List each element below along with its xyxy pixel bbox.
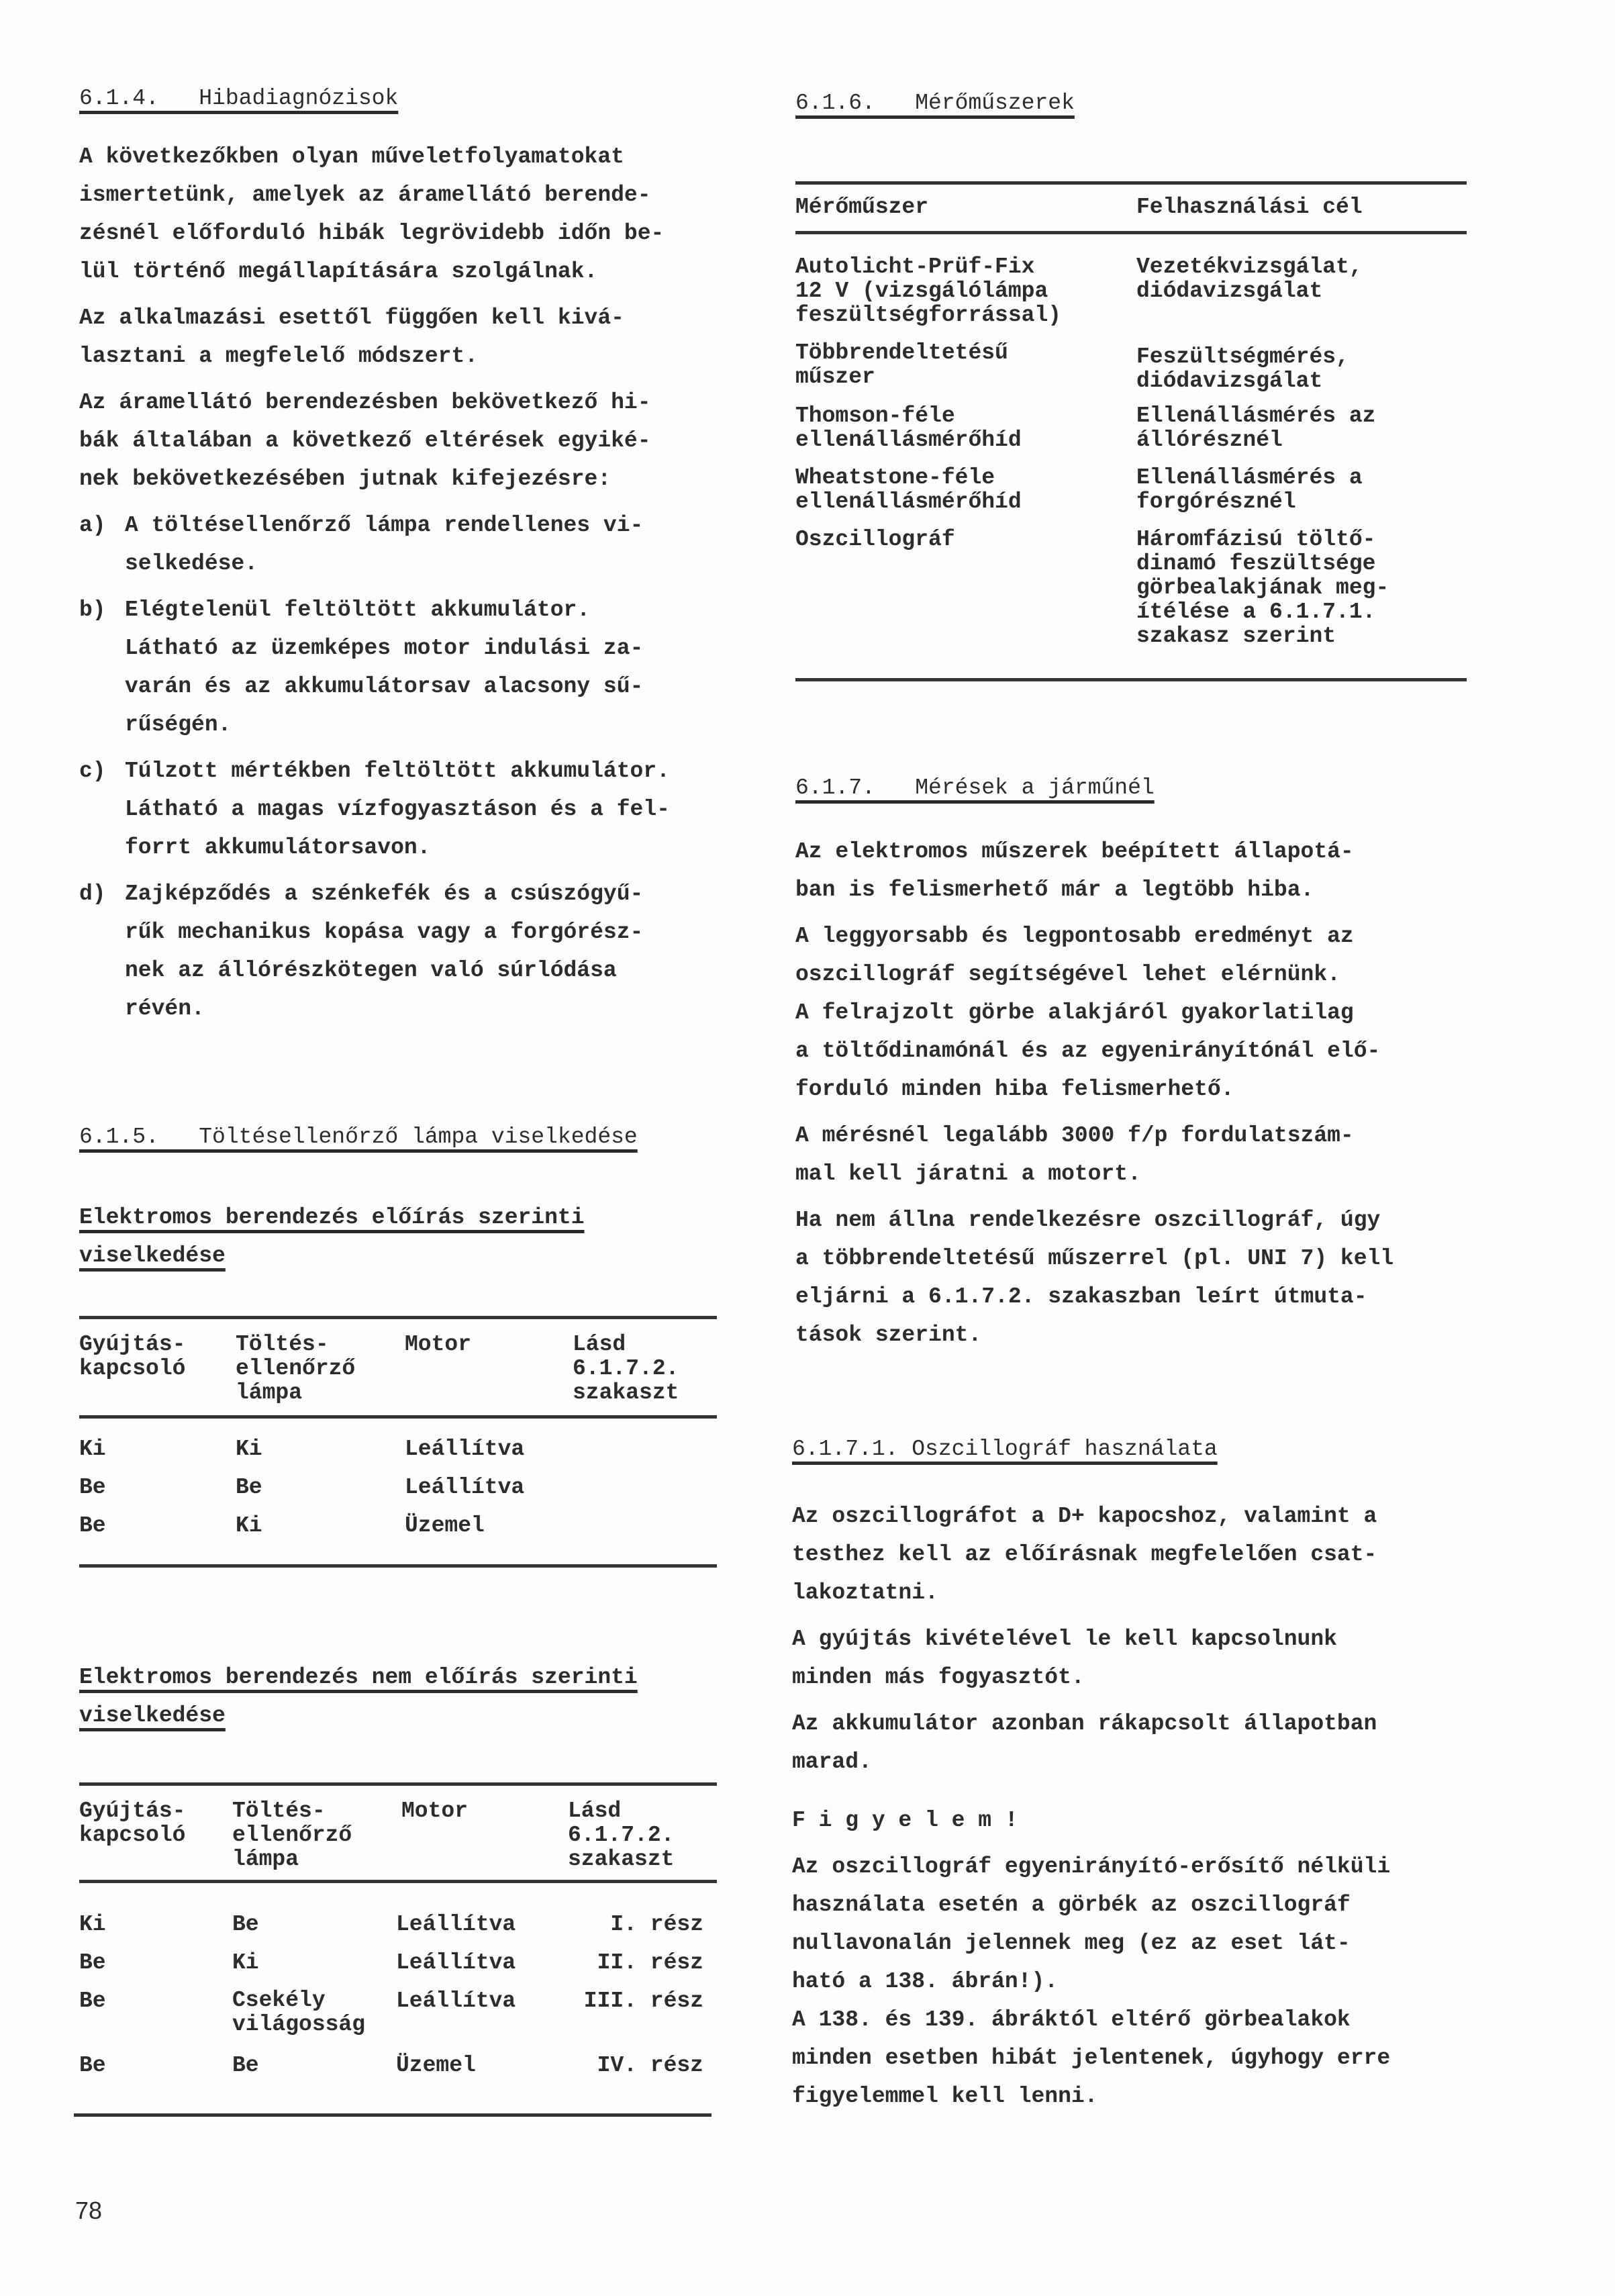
text-line: oszcillográf segítségével lehet elérnünk.	[795, 962, 1340, 987]
text-line: a töltődinamónál és az egyenirányítónál elő-	[795, 1039, 1381, 1063]
text-line: Elektromos berendezés nem előírás szerinti	[79, 1665, 638, 1690]
cell: Csekély világosság	[232, 1988, 366, 2037]
table-rule	[79, 1316, 717, 1319]
text-line: Ha nem állna rendelkezésre oszcillográf, úgy	[795, 1208, 1381, 1233]
instrument-cell: Többrendeltetésű műszer	[795, 340, 1008, 389]
cell: Ki	[236, 1513, 262, 1538]
cell: Be	[236, 1475, 262, 1500]
cell: Be	[79, 1475, 106, 1500]
cell: Ki	[79, 1437, 106, 1462]
cell: Leállítva	[405, 1437, 525, 1462]
paragraph	[79, 138, 724, 291]
table-row	[79, 1989, 717, 2053]
text-line: ismertetünk, amelyek az áramellátó berende-	[79, 183, 651, 207]
table-rule	[79, 1782, 717, 1786]
instrument-cell: Autolicht-Prüf-Fix 12 V (vizsgálólámpa feszültségforrással)	[795, 254, 1062, 328]
text-line: ban is felismerhető már a legtöbb hiba.	[795, 877, 1314, 902]
table-rule	[79, 1564, 717, 1568]
text-line: A következőkben olyan műveletfolyamatokat	[79, 144, 624, 169]
cell: I. rész	[610, 1912, 703, 1937]
paragraph	[795, 1116, 1473, 1193]
instrument-cell: Wheatstone-féle ellenállásmérőhíd	[795, 465, 1022, 514]
table-row	[79, 1513, 717, 1551]
text-line: forduló minden hiba felismerhető.	[795, 1077, 1234, 1102]
text-line: nullavonalán jelennek meg (ez az eset lát-	[792, 1931, 1351, 1956]
text-line: marad.	[792, 1750, 872, 1774]
column-header: Gyújtás- kapcsoló	[79, 1799, 186, 1848]
section-6-1-4-body	[79, 138, 724, 1028]
cell: II. rész	[597, 1950, 703, 1975]
table-rule	[79, 1880, 717, 1883]
heading-6-1-6: 6.1.6. Mérőműszerek	[795, 91, 1075, 115]
text-line: Elégtelenül feltöltött akkumulátor.	[125, 597, 591, 622]
table-row	[795, 466, 1467, 528]
text-line: Elektromos berendezés előírás szerinti	[79, 1205, 585, 1230]
column-header: Lásd 6.1.7.2. szakaszt	[573, 1332, 679, 1405]
table-rule	[795, 231, 1467, 234]
column-header: Motor	[401, 1799, 469, 1823]
table-row	[795, 255, 1467, 341]
purpose-cell: Háromfázisú töltő- dinamó feszültsége görbealakjának meg- ítélése a 6.1.7.1. szakasz szerint	[1136, 527, 1389, 649]
table2-title	[79, 1658, 638, 1735]
table-row	[795, 404, 1467, 466]
table-row	[795, 341, 1467, 404]
text-line: viselkedése	[79, 1243, 226, 1268]
cell: Be	[79, 1989, 106, 2013]
text-line: révén.	[125, 996, 205, 1021]
paragraph	[792, 1497, 1473, 1612]
instrument-cell: Oszcillográf	[795, 527, 955, 552]
text-line: Az elektromos műszerek beépített állapotá-	[795, 839, 1354, 864]
paragraph	[792, 1848, 1473, 2001]
table-row	[79, 1475, 717, 1513]
heading-6-1-7-1: 6.1.7.1. Oszcillográf használata	[792, 1437, 1218, 1462]
column-header: Lásd 6.1.7.2. szakaszt	[568, 1799, 675, 1872]
instrument-table-body	[795, 255, 1467, 655]
list-item	[79, 591, 724, 744]
paragraph	[792, 1620, 1473, 1696]
text-line: minden más fogyasztót.	[792, 1665, 1085, 1690]
paragraph	[79, 299, 724, 375]
purpose-cell: Vezetékvizsgálat, diódavizsgálat	[1136, 254, 1363, 303]
fault-list	[79, 506, 724, 1028]
table1-body	[79, 1437, 717, 1551]
table-rule	[795, 678, 1467, 681]
heading-6-1-5: 6.1.5. Töltésellenőrző lámpa viselkedése	[79, 1125, 638, 1149]
text-line: Az akkumulátor azonban rákapcsolt állapotban	[792, 1711, 1377, 1736]
paragraph	[795, 1201, 1473, 1354]
column-header: Gyújtás- kapcsoló	[79, 1332, 186, 1381]
cell: III. rész	[583, 1989, 703, 2013]
list-item	[79, 506, 724, 583]
column-header: Motor	[405, 1332, 472, 1357]
section-6-1-7-1-body	[792, 1497, 1473, 2115]
table-rule	[79, 1415, 717, 1419]
purpose-cell: Ellenállásmérés a forgórésznél	[1136, 465, 1363, 514]
paragraph	[79, 383, 724, 498]
list-marker: b)	[79, 597, 106, 622]
text-line: Az oszcillográf egyenirányító-erősítő nélküli	[792, 1854, 1391, 1879]
table-row	[79, 1437, 717, 1475]
table-rule	[795, 181, 1467, 185]
text-line: mal kell járatni a motort.	[795, 1161, 1141, 1186]
table1-title	[79, 1198, 585, 1275]
text-line: zésnél előforduló hibák legrövidebb időn be-	[79, 221, 665, 246]
table-row	[79, 1950, 717, 1989]
text-line: a többrendeltetésű műszerrel (pl. UNI 7) kell	[795, 1246, 1394, 1271]
text-line: lakoztatni.	[792, 1580, 938, 1605]
cell: Üzemel	[396, 2053, 476, 2078]
heading-6-1-4: 6.1.4. Hibadiagnózisok	[79, 86, 399, 111]
page-number: 78	[75, 2197, 103, 2224]
cell: Ki	[79, 1912, 106, 1937]
cell: IV. rész	[597, 2053, 703, 2078]
column-header: Mérőműszer	[795, 195, 929, 220]
cell: Be	[232, 1912, 259, 1937]
text-line: A töltésellenőrző lámpa rendellenes vi-	[125, 513, 644, 538]
cell: Leállítva	[396, 1989, 516, 2013]
column-header: Felhasználási cél	[1136, 195, 1363, 220]
text-line: viselkedése	[79, 1703, 226, 1728]
cell: Ki	[236, 1437, 262, 1462]
text-line: használata esetén a görbék az oszcillográf	[792, 1893, 1351, 1917]
list-item	[79, 875, 724, 1028]
purpose-cell: Feszültségmérés, diódavizsgálat	[1136, 344, 1349, 393]
text-line: selkedése.	[125, 551, 258, 576]
text-line: rűségén.	[125, 712, 232, 737]
text-line: Az áramellátó berendezésben bekövetkező hi-	[79, 390, 651, 415]
text-line: figyelemmel kell lenni.	[792, 2084, 1098, 2109]
cell: Ki	[232, 1950, 259, 1975]
text-line: minden esetben hibát jelentenek, úgyhogy erre	[792, 2046, 1391, 2070]
text-line: Látható az üzemképes motor indulási za-	[125, 636, 644, 661]
attention-label: F i g y e l e m !	[792, 1808, 1018, 1833]
text-line: lasztani a megfelelő módszert.	[79, 344, 479, 369]
text-line: A leggyorsabb és legpontosabb eredményt az	[795, 924, 1354, 949]
paragraph	[795, 917, 1473, 1108]
cell: Leállítva	[396, 1912, 516, 1937]
text-line: Az alkalmazási esettől függően kell kivá-	[79, 305, 624, 330]
cell: Leállítva	[405, 1475, 525, 1500]
text-line: eljárni a 6.1.7.2. szakaszban leírt útmuta-	[795, 1284, 1367, 1309]
text-line: nek az állórészkötegen való súrlódása	[125, 958, 617, 983]
text-line: A gyújtás kivételével le kell kapcsolnunk	[792, 1627, 1337, 1652]
paragraph	[792, 1705, 1473, 1781]
text-line: tások szerint.	[795, 1323, 982, 1347]
text-line: lül történő megállapítására szolgálnak.	[79, 259, 598, 284]
text-line: bák általában a következő eltérések egyiké-	[79, 428, 651, 453]
paragraph	[795, 832, 1473, 909]
instrument-cell: Thomson-féle ellenállásmérőhíd	[795, 403, 1022, 452]
column-header: Töltés- ellenőrző lámpa	[236, 1332, 356, 1405]
purpose-cell: Ellenállásmérés az állórésznél	[1136, 403, 1376, 452]
text-line: A mérésnél legalább 3000 f/p fordulatszám-	[795, 1123, 1354, 1148]
text-line: nek bekövetkezésében jutnak kifejezésre:	[79, 467, 611, 491]
text-line: A felrajzolt görbe alakjáról gyakorlatilag	[795, 1000, 1354, 1025]
cell: Leállítva	[396, 1950, 516, 1975]
column-header: Töltés- ellenőrző lámpa	[232, 1799, 352, 1872]
table-row	[79, 2053, 717, 2091]
text-line: rűk mechanikus kopása vagy a forgórész-	[125, 920, 644, 945]
heading-6-1-7: 6.1.7. Mérések a járműnél	[795, 775, 1155, 800]
text-line: forrt akkumulátorsavon.	[125, 835, 431, 860]
cell: Be	[232, 2053, 259, 2078]
list-marker: d)	[79, 881, 106, 906]
list-marker: c)	[79, 759, 106, 783]
text-line: Túlzott mértékben feltöltött akkumulátor.	[125, 759, 670, 783]
text-line: Zajképződés a szénkefék és a csúszógyű-	[125, 881, 644, 906]
cell: Be	[79, 1513, 106, 1538]
cell: Be	[79, 1950, 106, 1975]
text-line: varán és az akkumulátorsav alacsony sű-	[125, 674, 644, 699]
text-line: Látható a magas vízfogyasztáson és a fel-	[125, 797, 670, 822]
table2-body	[79, 1912, 717, 2091]
list-marker: a)	[79, 513, 106, 538]
table-row	[795, 528, 1467, 655]
text-line: Az oszcillográfot a D+ kapocshoz, valamint a	[792, 1504, 1377, 1529]
text-line: ható a 138. ábrán!).	[792, 1969, 1059, 1994]
text-line: A 138. és 139. ábráktól eltérő görbealakok	[792, 2007, 1351, 2032]
paragraph	[792, 2001, 1473, 2115]
table-rule	[74, 2113, 712, 2117]
text-line: testhez kell az előírásnak megfelelően csat-	[792, 1542, 1377, 1567]
cell: Be	[79, 2053, 106, 2078]
table-row	[79, 1912, 717, 1950]
section-6-1-7-body	[795, 832, 1473, 1354]
list-item	[79, 752, 724, 867]
cell: Üzemel	[405, 1513, 485, 1538]
